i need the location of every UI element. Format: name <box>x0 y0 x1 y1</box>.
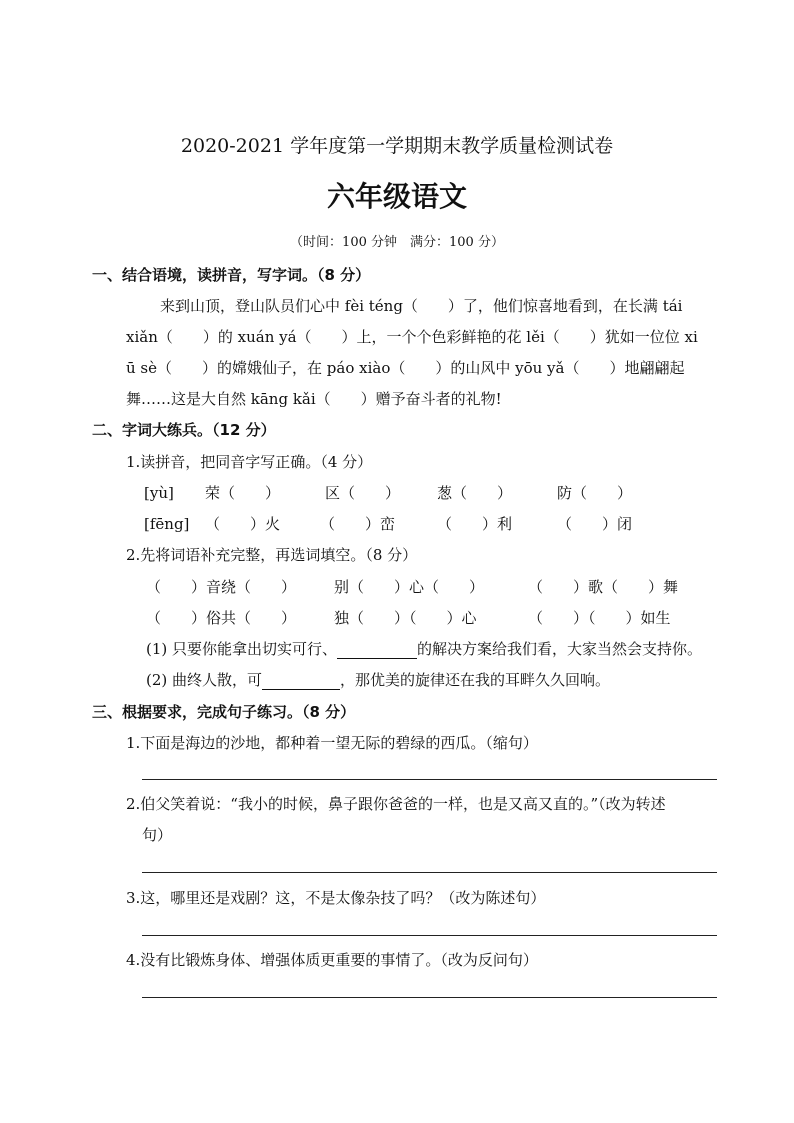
word-cell: （ ）闭 <box>557 515 633 533</box>
answer-line[interactable] <box>142 779 717 780</box>
answer-line[interactable] <box>142 872 717 873</box>
word-cell: （ ）利 <box>437 515 513 533</box>
word-cell: 葱（ ） <box>437 484 513 502</box>
word-cell: （ ）峦 <box>320 515 396 533</box>
fill-sentence-1-end: 的解决方案给我们看，大家当然会支持你。 <box>417 640 703 658</box>
exam-title: 2020-2021 学年度第一学期期末教学质量检测试卷 <box>180 135 614 157</box>
section-3-question-2-cont: 句） <box>142 826 173 844</box>
fill-sentence-2 <box>146 670 610 690</box>
idiom-cell: （ ）歌（ ）舞 <box>528 578 679 596</box>
idiom-cell: （ ）俗共（ ） <box>146 609 297 627</box>
section-3-question-2: 2.伯父笑着说：“我小的时候，鼻子跟你爸爸的一样，也是又高又直的。”（改为转述 <box>126 795 666 813</box>
section-3-question-3: 3.这，哪里还是戏剧？这，不是太像杂技了吗？（改为陈述句） <box>126 889 546 907</box>
answer-blank[interactable] <box>337 658 417 659</box>
answer-line[interactable] <box>142 935 717 936</box>
section-1-line-2: xiǎn（ ）的 xuán yá（ ）上，一个个色彩鲜艳的花 lěi（ ）犹如一位位 xi <box>126 328 698 346</box>
section-1-line-1: 来到山顶，登山队员们心中 fèi téng（ ）了，他们惊喜地看到，在长满 tái <box>160 297 683 315</box>
fill-sentence-1 <box>146 639 702 659</box>
answer-blank[interactable] <box>262 689 340 690</box>
section-2-question-2: 2.先将词语补充完整，再选词填空。（8 分） <box>126 546 418 564</box>
section-1-line-4: 舞……这是大自然 kāng kǎi（ ）赠予奋斗者的礼物! <box>126 390 502 408</box>
subject-title: 六年级语文 <box>326 180 467 213</box>
answer-line[interactable] <box>142 997 717 998</box>
section-1-line-3: ū sè（ ）的嫦娥仙子，在 páo xiào（ ）的山风中 yōu yǎ（ ）地翩翩起 <box>126 359 685 377</box>
word-cell: 荣（ ） <box>205 484 281 502</box>
idiom-cell: 独（ ）（ ）心 <box>334 609 477 627</box>
exam-meta: （时间：100 分钟 满分：100 分） <box>290 235 504 250</box>
section-3-question-1: 1.下面是海边的沙地，都种着一望无际的碧绿的西瓜。（缩句） <box>126 734 538 752</box>
section-3-question-4: 4.没有比锻炼身体、增强体质更重要的事情了。（改为反问句） <box>126 951 538 969</box>
word-cell: （ ）火 <box>205 515 281 533</box>
pinyin-label-yu: [yù] <box>144 484 174 502</box>
section-1-heading: 一、结合语境，读拼音，写字词。（8 分） <box>92 266 371 284</box>
idiom-cell: （ ）（ ）如生 <box>528 609 671 627</box>
fill-sentence-2-start: (2) 曲终人散，可 <box>146 671 263 689</box>
idiom-cell: （ ）音绕（ ） <box>146 578 297 596</box>
fill-sentence-1-start: (1) 只要你能拿出切实可行、 <box>146 640 338 658</box>
word-cell: 区（ ） <box>325 484 401 502</box>
section-3-heading: 三、根据要求，完成句子练习。（8 分） <box>92 703 356 721</box>
section-2-heading: 二、字词大练兵。（12 分） <box>92 421 276 439</box>
idiom-cell: 别（ ）心（ ） <box>334 578 485 596</box>
word-cell: 防（ ） <box>557 484 633 502</box>
fill-sentence-2-end: ，那优美的旋律还在我的耳畔久久回响。 <box>340 671 611 689</box>
pinyin-label-feng: [fēng] <box>144 515 190 533</box>
section-2-question-1: 1.读拼音，把同音字写正确。（4 分） <box>126 453 373 471</box>
